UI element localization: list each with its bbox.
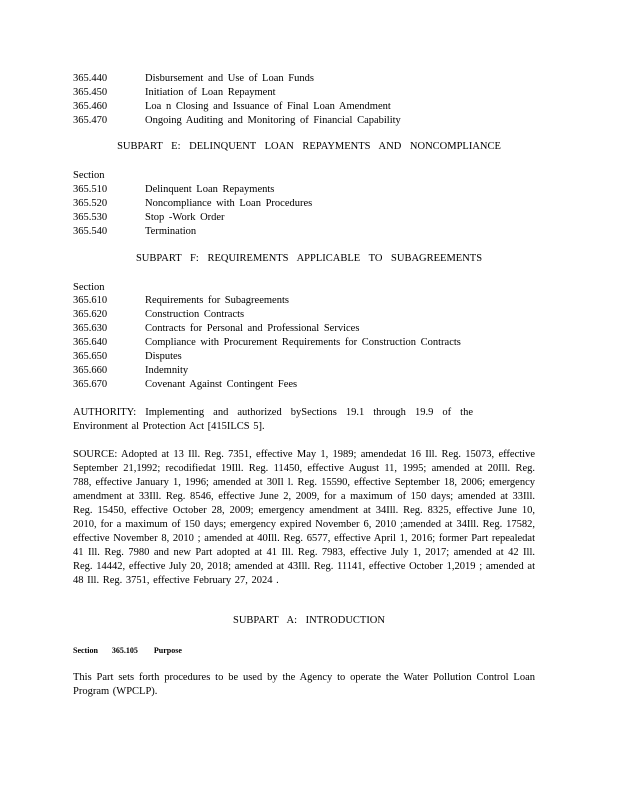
purpose-paragraph: This Part sets forth procedures to be used by the Agency to operate the Water Pollution Control Loan Program (WPCLP). xyxy=(73,672,535,697)
toc-row: 365.540 Termination xyxy=(73,226,197,237)
section-label: Section xyxy=(73,282,105,293)
section-heading: Section 365.105 Purpose xyxy=(73,646,182,655)
toc-row: 365.620 Construction Contracts xyxy=(73,309,245,320)
toc-row: 365.450 Initiation of Loan Repayment xyxy=(73,87,276,98)
toc-row: 365.510 Delinquent Loan Repayments xyxy=(73,184,275,195)
toc-row: 365.520 Noncompliance with Loan Procedures xyxy=(73,198,313,209)
toc-row: 365.640 Compliance with Procurement Requirements for Construction Contracts xyxy=(73,337,461,348)
section-label: Section xyxy=(73,170,105,181)
authority-paragraph: AUTHORITY: Implementing and authorized bySections 19.1 through 19.9 of the Environment al Protection Act [415ILCS 5]. xyxy=(73,407,473,432)
subpart-f-heading: SUBPART F: REQUIREMENTS APPLICABLE TO SUBAGREEMENTS xyxy=(135,253,483,264)
subpart-e-heading: SUBPART E: DELINQUENT LOAN REPAYMENTS AND NONCOMPLIANCE xyxy=(117,141,501,152)
toc-row: 365.460 Loa n Closing and Issuance of Final Loan Amendment xyxy=(73,101,391,112)
toc-row: 365.630 Contracts for Personal and Professional Services xyxy=(73,323,360,334)
subpart-a-heading: SUBPART A: INTRODUCTION xyxy=(233,615,385,626)
toc-row: 365.670 Covenant Against Contingent Fees xyxy=(73,379,298,390)
toc-row: 365.470 Ongoing Auditing and Monitoring of Financial Capability xyxy=(73,115,401,126)
source-paragraph: SOURCE: Adopted at 13 Ill. Reg. 7351, effective May 1, 1989; amendedat 16 Ill. Reg. 15073, effective September 21,1992; recodifiedat 19Ill. Reg. 11450, effective August 11, 1995; amended at 20Ill. Reg. 788, effective January 1, 1996; amended at 30Il l. Reg. 15590, effective September 18, 2006; emergency amendment at 33Ill. Reg. 8546, effective June 2, 2009, for a maximum of 150 days; amended at 33Ill. Reg. 15450, effective October 28, 2009; emergency amendment at 34Ill. Reg. 8325, effective June 10, 2010, for a maximum of 150 days; emergency expired November 6, 2010 ;amended at 34Ill. Reg. 17582, effective November 8, 2010 ; amended at 40Ill. Reg. 6577, effective April 1, 2016; former Part repealedat 41 Ill. Reg. 7980 and new Part adopted at 41 Ill. Reg. 7983, effective July 1, 2017; amended at 42 Ill. Reg. 14442, effective July 20, 2018; amended at 43Ill. Reg. 11141, effective October 1,2019 ; amended at 48 Ill. Reg. 3751, effective February 27, 2024 . xyxy=(73,449,535,586)
toc-row: 365.610 Requirements for Subagreements xyxy=(73,295,289,306)
toc-row: 365.440 Disbursement and Use of Loan Funds xyxy=(73,73,314,84)
toc-row: 365.650 Disputes xyxy=(73,351,182,362)
toc-row: 365.660 Indemnity xyxy=(73,365,189,376)
toc-row: 365.530 Stop -Work Order xyxy=(73,212,225,223)
